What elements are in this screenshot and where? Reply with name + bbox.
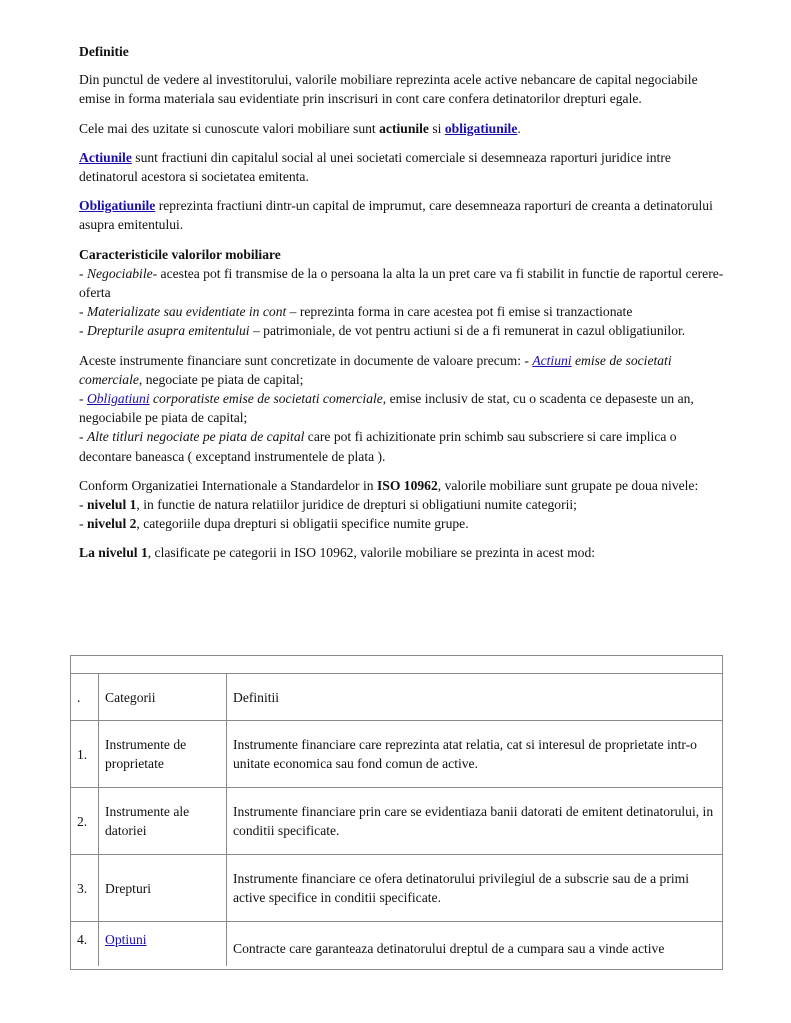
categories-table [70,655,723,970]
table-header-row [71,673,722,720]
instrumente-block: Aceste instrumente financiare sunt concretizate in documente de valoare precum: - Actiuni emise de societati comerciale, negociate pe piata de capital; - Obligatiuni corporatiste emise de societati comerciale, emise inclusiv de stat, cu o scadenta ce depaseste un an, negociabile pe piata de capital; - Alte titluri negociate pe piata de capital care pot fi achizitionate prin schimb sau subscriere si care implica o decontare baneasca ( exceptand instrumentele de plata ). [79,352,694,464]
nivel1-paragraph: La nivelul 1, clasificate pe categorii in ISO 10962, valorile mobiliare se prezinta in acest mod: [79,545,596,561]
caracteristici-block: Caracteristicile valorilor mobiliare - Negociabile- acestea pot fi transmise de la o persoana la alta la un pret care va fi stabilit in functie de raportul cerere-oferta - Materializate sau evidentiate in cont – reprezinta forma in care acestea pot fi emise si tranzactionate - Drepturile asupra emitentului – patrimoniale, de vot pentru actiuni si de a fi remunerat in cazul obligatiunilor. [79,246,724,339]
caracteristici-heading: Caracteristicile valorilor mobiliare [79,246,281,262]
table-row: 1. Instrumente de proprietate Instrumente financiare care reprezinta atat relatia, cat si interesul de proprietate intr-o unitate economica sau fond comun de active. [71,720,722,787]
obligatiunile-def-link[interactable]: Obligatiunile [79,198,156,214]
table-row: 2. Instrumente ale datoriei Instrumente financiare prin care se evidentiaza banii datorati de emitent detinatorului, in conditii specificate. [71,787,722,854]
intro-types-paragraph: Cele mai des uzitate si cunoscute valori mobiliare sunt actiunile si obligatiunile. [79,120,521,136]
header-nr: . [71,673,99,720]
optiuni-link[interactable]: Optiuni [105,932,147,947]
table-row: 4. Optiuni Contracte care garanteaza detinatorului dreptul de a cumpara sau a vinde active [71,921,722,966]
header-definitii: Definitii [227,673,722,720]
actiunile-link[interactable]: Actiunile [79,149,132,165]
obligatiunile-link[interactable]: obligatiunile [444,120,518,136]
header-categorii: Categorii [99,673,227,720]
actiunile-term: actiunile [379,120,429,136]
intro-paragraph: Din punctul de vedere al investitorului, valorile mobiliare reprezinta acele active nebancare de capital negociabile emise in forma materiala sau evidentiate prin inscrisuri in cont care confera detinatorilor drepturi egale. [79,72,698,107]
actiuni-link[interactable]: Actiuni [532,352,572,368]
table-row: 3. Drepturi Instrumente financiare ce ofera detinatorului privilegiul de a subscrie sau de a primi active specifice in conditii specificate. [71,854,722,921]
document-body [79,42,729,573]
obligatiuni-link[interactable]: Obligatiuni [86,391,150,407]
iso-block: Conform Organizatiei Internationale a Standardelor in ISO 10962, valorile mobiliare sunt grupate pe doua nivele: - nivelul 1, in functie de natura relatiilor juridice de drepturi si obligatiuni numite categorii; - nivelul 2, categoriile dupa drepturi si obligatii specifice numite grupe. [79,477,699,532]
actiuni-paragraph: Actiunile sunt fractiuni din capitalul social al unei societati comerciale si desemneaza raporturi juridice intre detinatorul acestora si societatea emitenta. [79,149,671,185]
page-title: Definitie [79,44,129,59]
obligatiuni-paragraph: Obligatiunile reprezinta fractiuni dintr-un capital de imprumut, care desemneaza raporturi de creanta a detinatorului asupra emitentului. [79,198,713,233]
